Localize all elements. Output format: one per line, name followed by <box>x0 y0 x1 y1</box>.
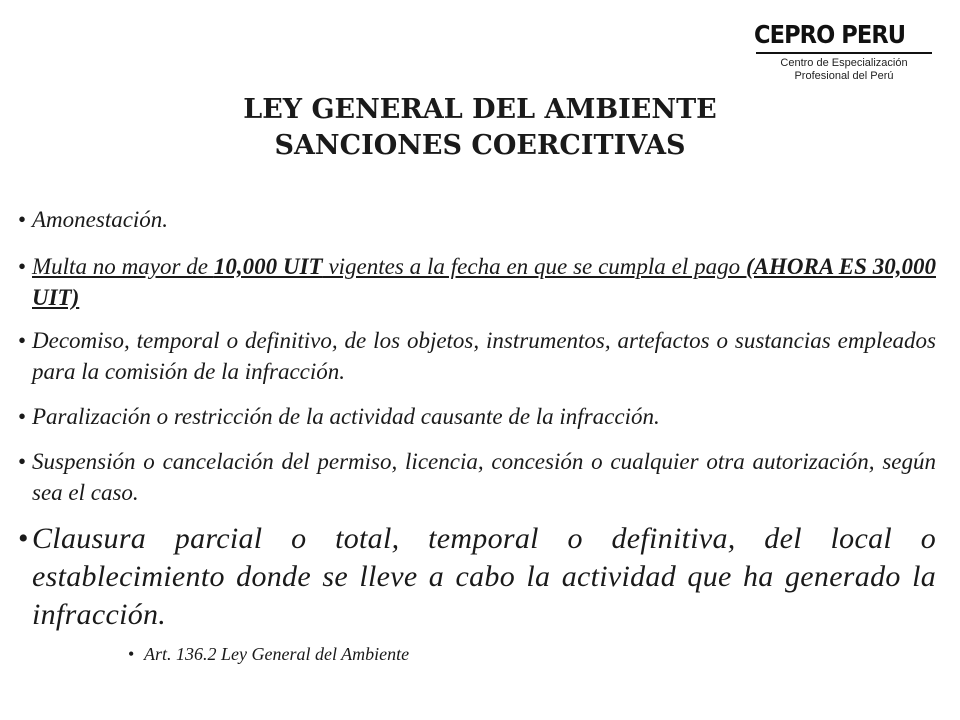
multa-text-mid: vigentes a la fecha en que se cumpla el pago <box>322 254 746 279</box>
cepro-peru-logo <box>754 22 934 83</box>
multa-current-amount: (AHORA ES 30,000 UIT) <box>32 254 936 310</box>
bullet-decomiso: • Decomiso, temporal o definitivo, de los objetos, instrumentos, artefactos o sustancias empleados para la comisión de la infracción. <box>18 325 936 387</box>
logo-name: CEPRO PERU <box>754 20 906 49</box>
legal-reference: • Art. 136.2 Ley General del Ambiente <box>128 642 936 666</box>
bullet-amonestacion: • Amonestación. <box>18 204 936 235</box>
sanctions-list <box>18 204 936 666</box>
logo-subtitle-line2: Profesional del Perú <box>794 70 894 82</box>
title-line-1: LEY GENERAL DEL AMBIENTE <box>243 94 717 125</box>
bullet-paralizacion: • Paralización o restricción de la actividad causante de la infracción. <box>18 401 936 432</box>
slide-title <box>0 92 960 164</box>
bullet-suspension: • Suspensión o cancelación del permiso, licencia, concesión o cualquier otra autorización, según sea el caso. <box>18 446 936 508</box>
bullet-clausura: • Clausura parcial o total, temporal o definitiva, del local o establecimiento donde se lleve a cabo la actividad que ha generado la infracción. <box>18 520 936 634</box>
bullet-multa <box>18 251 936 313</box>
multa-amount: 10,000 UIT <box>213 254 323 279</box>
logo-subtitle <box>756 57 932 83</box>
logo-subtitle-line1: Centro de Especialización <box>780 57 908 69</box>
multa-text-pre: Multa no mayor de <box>32 254 214 279</box>
title-line-2: SANCIONES COERCITIVAS <box>274 130 686 161</box>
logo-divider <box>756 52 932 54</box>
